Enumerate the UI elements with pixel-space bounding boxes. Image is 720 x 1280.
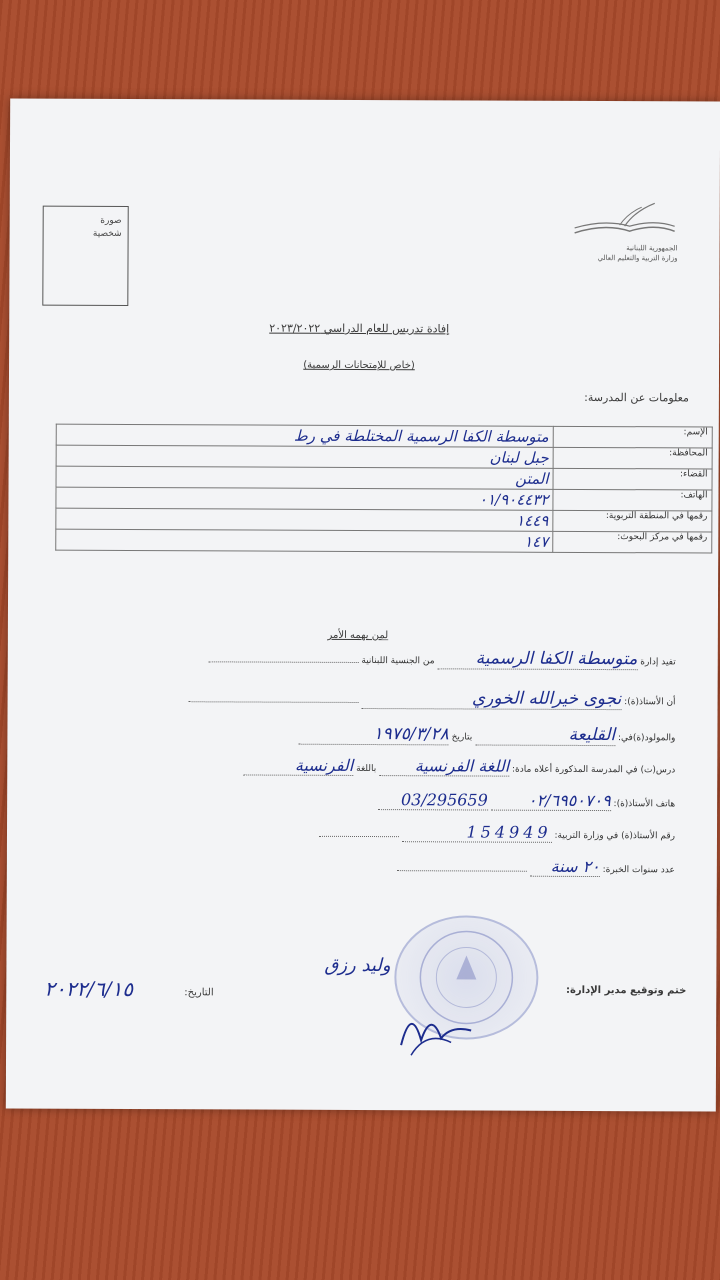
- name-label: الإسم:: [553, 426, 712, 448]
- experience-value: ٢٠ سنة: [530, 857, 600, 877]
- teacher-value: نجوى خيرالله الخوري: [361, 688, 621, 710]
- ministry-line2: وزارة التربية والتعليم العالي: [597, 254, 678, 263]
- phone-label: الهاتف:: [553, 489, 712, 511]
- ministry-line1: الجمهورية اللبنانية: [626, 244, 678, 253]
- dotted-line: [208, 661, 358, 663]
- phone-value-1: ٠٢/٦٩٥٠٧٠٩: [491, 791, 611, 812]
- admin-suffix: من الجنسية اللبنانية: [361, 655, 435, 667]
- research-center-number-value: ١٤٧: [56, 529, 553, 552]
- table-row: [56, 445, 712, 469]
- table-row: [56, 529, 712, 553]
- educational-region-number-value: ١٤٤٩: [56, 508, 553, 531]
- phone-value: ٠١/٩٠٤٤٣٢: [56, 487, 553, 510]
- statement-experience: [75, 855, 675, 878]
- date-label: التاريخ:: [184, 987, 214, 999]
- table-row: [56, 487, 712, 511]
- admin-prefix: تفيد إدارة: [640, 657, 676, 668]
- table-row: [56, 424, 712, 448]
- ministry-heading: [537, 243, 677, 264]
- teacher-prefix: أن الأستاذ(ة):: [624, 697, 676, 708]
- statement-teacher: [76, 687, 676, 711]
- ministry-number-value: 154949: [402, 822, 552, 843]
- table-row: [56, 466, 712, 490]
- governorate-value: جبل لبنان: [56, 445, 553, 468]
- date-value: ٢٠٢٢/٦/١٥: [44, 976, 134, 1001]
- dotted-line: [319, 836, 399, 837]
- to-whom-heading: لمن يهمه الأمر: [327, 629, 389, 642]
- personal-photo-box: [42, 206, 128, 306]
- document-title: إفادة تدريس للعام الدراسي ٢٠٢٣/٢٠٢٢: [269, 321, 450, 336]
- ministry-logo-icon: [570, 201, 680, 241]
- phone-value-2: 03/295659: [378, 790, 488, 810]
- dotted-line: [188, 701, 358, 703]
- district-label: القضاء:: [553, 468, 712, 490]
- document-page: [6, 98, 720, 1111]
- born-value: القليعة: [475, 724, 615, 746]
- admin-value: متوسطة الكفا الرسمية: [437, 648, 637, 670]
- educational-region-number-label: رقمها في المنطقة التربوية:: [553, 510, 712, 532]
- born-prefix: والمولود(ة)في:: [617, 733, 676, 744]
- statement-born: [75, 723, 675, 747]
- statement-subject: [75, 755, 675, 778]
- research-center-number-label: رقمها في مركز البحوث:: [553, 531, 712, 553]
- statement-phone: [75, 789, 675, 812]
- document-subtitle: (خاص للإمتحانات الرسمية): [303, 359, 415, 372]
- date-prefix: بتاريخ: [451, 732, 473, 743]
- phone-prefix: هاتف الأستاذ(ة):: [613, 799, 676, 810]
- photo-label-line1: صورة: [100, 215, 122, 226]
- name-value: متوسطة الكفا الرسمية المختلطة في رط: [56, 424, 553, 447]
- signature-icon: [391, 1000, 481, 1060]
- district-value: المتن: [56, 466, 553, 489]
- statement-admin: [76, 647, 676, 671]
- taught-prefix: درس(ت) في المدرسة المذكورة أعلاه مادة:: [511, 764, 676, 776]
- school-info-heading: معلومات عن المدرسة:: [584, 390, 689, 405]
- table-row: [56, 508, 712, 532]
- experience-prefix: عدد سنوات الخبرة:: [602, 865, 675, 876]
- seal-signature-label: ختم وتوقيع مدير الإدارة:: [565, 984, 687, 997]
- statement-ministry-number: [75, 821, 675, 844]
- dotted-line: [397, 870, 527, 872]
- subject-value: اللغة الفرنسية: [379, 756, 509, 777]
- signature-name: ولید رزق: [324, 954, 391, 977]
- birth-date-value: ١٩٧٥/٣/٢٨: [299, 724, 449, 746]
- photo-label: [93, 215, 122, 241]
- photo-label-line2: شخصية: [92, 228, 122, 239]
- language-value: الفرنسية: [243, 755, 353, 775]
- school-info-table: [55, 424, 713, 554]
- ministry-number-prefix: رقم الأستاذ(ة) في وزارة التربية:: [554, 830, 676, 842]
- governorate-label: المحافظة:: [553, 447, 712, 469]
- language-prefix: باللغة: [356, 763, 377, 775]
